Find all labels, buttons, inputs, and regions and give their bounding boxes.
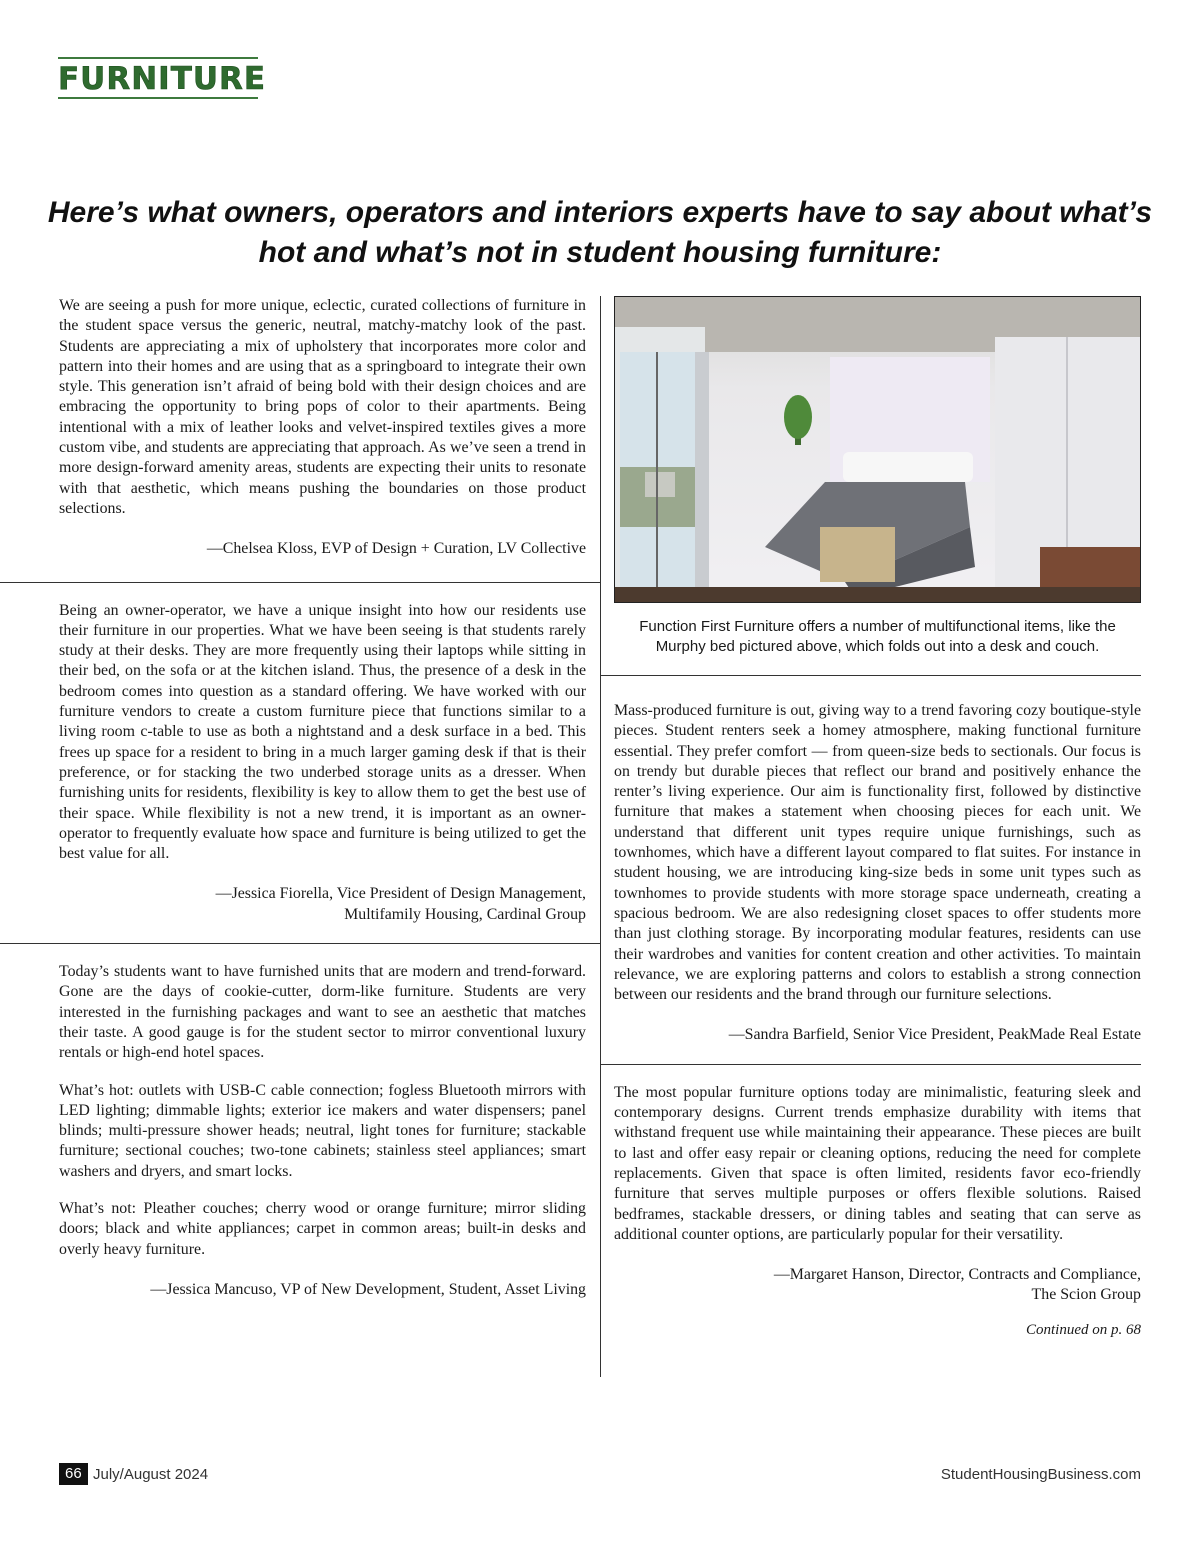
quote-barfield	[614, 701, 1141, 1046]
attribution-line: —Margaret Hanson, Director, Contracts and Compliance,	[773, 1266, 1141, 1284]
quote-paragraph: The most popular furniture options today are minimalistic, featuring sleek and contemporary designs. Current trends emphasize durability with items that withstand frequent use while maintaining their appearance. These pieces are built to last and offer easy repair or cleaning options, reducing the need for complete replacements. Given that space is often limited, residents favor eco-friendly furniture that serves multiple purposes or offers flexible solutions. Raised bedframes, stackable dressers, or dining tables and seating that can serve as additional counter options, are particularly popular for their versatility.	[614, 1083, 1141, 1243]
continued-note: Continued on p. 68	[1026, 1321, 1141, 1338]
headline: Here’s what owners, operators and interiors experts have to say about what’s hot and what’s not in student housing furniture:	[47, 196, 1153, 269]
bedroom-illustration	[615, 297, 1140, 602]
quote-hanson	[614, 1083, 1141, 1306]
section-rule-bottom	[58, 97, 258, 99]
issue-date: July/August 2024	[93, 1466, 209, 1483]
attribution-line: —Jessica Mancuso, VP of New Development, Student, Asset Living	[150, 1280, 586, 1298]
quote-paragraph: We are seeing a push for more unique, eclectic, curated collections of furniture in the student space versus the generic, neutral, matchy-matchy look of the past. Students are appreciating a mix of upholstery that incorporates more color and pattern into their homes and are using that as a springboard to integrate their own style. This generation isn’t afraid of being bold with their design choices and are embracing the opportunity to bring pops of color to their apartments. Being intentional with a mix of leather looks and velvet-inspired textiles gives a more custom vibe, and students are appreciating that approach. As we’ve seen a trend in more design-forward amenity areas, students are expecting their units to resonate with that aesthetic, which means pushing the boundaries on those product selections.	[59, 297, 586, 517]
rule-horizontal	[0, 943, 600, 944]
quote-fiorella	[59, 601, 586, 925]
quote-kloss	[59, 296, 586, 560]
rule-horizontal	[600, 1064, 1141, 1065]
quote-paragraph: What’s hot: outlets with USB-C cable connection; fogless Bluetooth mirrors with LED lighting; dimmable lights; exterior ice makers and water dispensers; panel blinds; multi-pressure shower heads; neutral, light tones for furniture; stackable furniture; sectional couches; two-tone cabinets; stainless steel appliances; smart washers and dryers, and smart locks.	[59, 1081, 586, 1180]
right-column	[614, 296, 1141, 1339]
attribution	[614, 1265, 1141, 1306]
quote-paragraph: Being an owner-operator, we have a unique insight into how our residents use their furniture in our properties. What we have been seeing is that students rarely study at their desks. They are more frequently using their laptops while sitting in their bed, on the sofa or at the kitchen island. Thus, the presence of a desk in the bedroom comes into question as a standard offering. We have worked with our furniture vendors to create a custom furniture piece that functions similar to a living room c-table to use as both a nightstand and a desk surface in a bed. This frees up space for a resident to bring in a much larger gaming desk if that is their preference, or for stacking the two underbed storage units as a dresser. When furnishing units for residents, flexibility is key to allow them to get the best use of their space. While flexibility is not a new trend, it is important as an owner-operator to frequently evaluate how space and furniture is being utilized to get the best value for all.	[59, 601, 586, 863]
quote-paragraph: What’s not: Pleather couches; cherry wood or orange furniture; mirror sliding doors; black and white appliances; carpet in common areas; built-in desks and overly heavy furniture.	[59, 1199, 586, 1258]
page-number: 66	[59, 1463, 88, 1485]
section-label	[58, 57, 267, 99]
rule-horizontal	[0, 582, 600, 583]
column-divider	[600, 296, 601, 1377]
photo-caption: Function First Furniture offers a number of multifunctional items, like the Murphy bed pictured above, which folds out into a desk and couch.	[639, 618, 1116, 655]
attribution	[59, 539, 586, 559]
attribution	[59, 1280, 586, 1300]
attribution-line: —Sandra Barfield, Senior Vice President, PeakMade Real Estate	[728, 1026, 1141, 1044]
attribution-line: Multifamily Housing, Cardinal Group	[344, 905, 586, 923]
section-title: FURNITURE	[58, 61, 267, 97]
section-rule-top	[58, 57, 258, 59]
rule-horizontal	[600, 675, 1141, 676]
quote-paragraph: Mass-produced furniture is out, giving way to a trend favoring cozy boutique-style pieces. Student renters seek a homey atmosphere, making functional furniture essential. They prefer comfort — from queen-size beds to sectionals. Our focus is on trendy but durable pieces that reflect our brand and positively enhance the renter’s living experience. Our aim is functionality first, followed by distinctive furniture that makes a statement when choosing pieces for each unit. We understand that different unit types require unique furnishings, such as townhomes, which have a different layout compared to flat suites. For instance in student housing, we are introducing king-size beds in some unit types such as townhomes to provide students with more storage space underneath, creating a spacious bedroom. We are also redesigning closet spaces to offer students more than just clothing storage. By incorporating modular features, residents can use their wardrobes and vanities for content creation and other activities. To maintain relevance, we are exploring patterns and colors to establish a strong connection between our residents and the brand through our furniture selections.	[614, 702, 1141, 1004]
quote-paragraph: Today’s students want to have furnished units that are modern and trend-forward. Gone are the days of cookie-cutter, dorm-like furniture. Students are very interested in the furnishing packages and want to see an aesthetic that matches their taste. A good gauge is for the student sector to mirror conventional luxury rentals or high-end hotel spaces.	[59, 963, 586, 1062]
attribution	[59, 884, 586, 925]
attribution-line: —Jessica Fiorella, Vice President of Design Management,	[215, 885, 586, 903]
website-url: StudentHousingBusiness.com	[940, 1466, 1141, 1483]
murphy-bed-photo	[614, 296, 1141, 603]
left-column	[59, 296, 586, 1300]
attribution	[614, 1025, 1141, 1045]
attribution-line: The Scion Group	[1031, 1286, 1141, 1304]
quote-mancuso	[59, 962, 586, 1300]
attribution-line: —Chelsea Kloss, EVP of Design + Curation, LV Collective	[206, 540, 586, 558]
